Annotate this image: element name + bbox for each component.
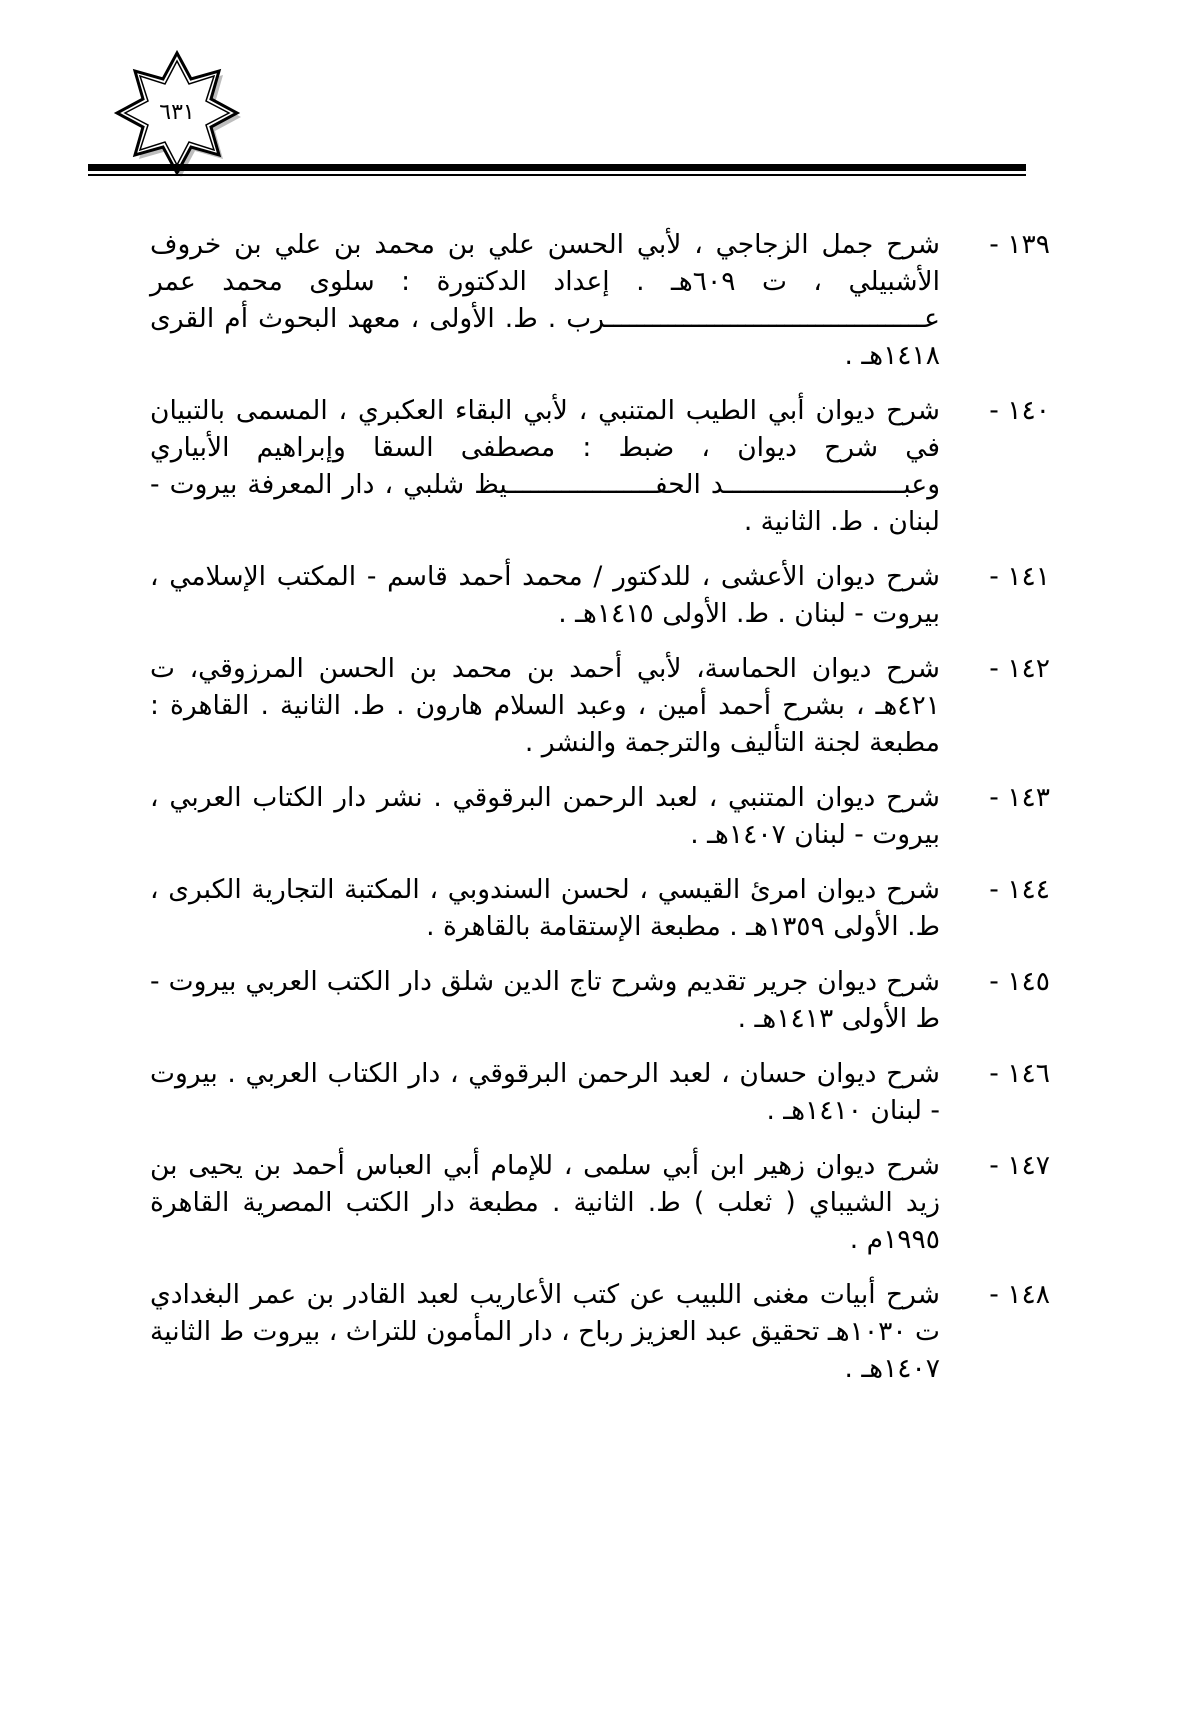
entry-number: ١٤٥ - bbox=[989, 966, 1050, 997]
bibliography-entry bbox=[150, 871, 1050, 945]
entry-number: ١٤٨ - bbox=[989, 1279, 1050, 1310]
bibliography-entry bbox=[150, 1055, 1050, 1129]
entry-text: شرح ديوان أبي الطيب المتنبي ، لأبي البقاء العكبري ، المسمى بالتبيان في شرح ديوان ، ضبط : مصطفى السقا وإبراهيم الأبياري وعبـــــــــــــــــــــــد الحفـــــــــــــــــــيظ شلبي ، دار المعرفة بيروت - لبنان . ط. الثانية . bbox=[150, 395, 940, 537]
entry-text: شرح أبيات مغنى اللبيب عن كتب الأعاريب لعبد القادر بن عمر البغدادي ت ١٠٣٠هـ تحقيق عبد العزيز رباح ، دار المأمون للتراث ، بيروت ط الثانية ١٤٠٧هـ . bbox=[150, 1279, 940, 1384]
entry-text: شرح ديوان الحماسة، لأبي أحمد بن محمد بن الحسن المرزوقي، ت ٤٢١هـ ، بشرح أحمد أمين ، وعبد السلام هارون . ط. الثانية . القاهرة : مطبعة لجنة التأليف والترجمة والنشر . bbox=[150, 653, 940, 758]
header-rule-thick bbox=[88, 164, 1026, 171]
entry-number: ١٤١ - bbox=[989, 561, 1050, 592]
entry-text: شرح ديوان امرئ القيسي ، لحسن السندوبي ، المكتبة التجارية الكبرى ، ط. الأولى ١٣٥٩هـ . مطبعة الإستقامة بالقاهرة . bbox=[150, 874, 940, 942]
entry-number: ١٤٠ - bbox=[989, 395, 1050, 426]
entry-text: شرح ديوان جرير تقديم وشرح تاج الدين شلق دار الكتب العربي بيروت - ط الأولى ١٤١٣هـ . bbox=[150, 966, 940, 1034]
page-number: ٦٣١ bbox=[159, 100, 195, 125]
bibliography-entry bbox=[150, 1147, 1050, 1258]
entry-text: شرح جمل الزجاجي ، لأبي الحسن علي بن محمد بن علي بن خروف الأشبيلي ، ت ٦٠٩هـ . إعداد الدكتورة : سلوى محمد عمر عـــــــــــــــــــــــــــــــــــــــــرب . ط. الأولى ، معهد البحوث أم القرى ١٤١٨هـ . bbox=[150, 229, 941, 371]
page-header bbox=[0, 0, 1204, 180]
entry-text: شرح ديوان الأعشى ، للدكتور / محمد أحمد قاسم - المكتب الإسلامي ، بيروت - لبنان . ط. الأولى ١٤١٥هـ . bbox=[150, 561, 940, 629]
bibliography-entry bbox=[150, 1276, 1050, 1387]
entry-number: ١٤٧ - bbox=[989, 1150, 1050, 1181]
entry-number: ١٤٢ - bbox=[989, 653, 1050, 684]
entry-number: ١٤٦ - bbox=[989, 1058, 1050, 1089]
bibliography-list bbox=[150, 226, 1050, 1405]
bibliography-entry bbox=[150, 392, 1050, 540]
entry-text: شرح ديوان حسان ، لعبد الرحمن البرقوقي ، دار الكتاب العربي . بيروت - لبنان ١٤١٠هـ . bbox=[150, 1058, 940, 1126]
page-number-badge bbox=[108, 44, 246, 182]
bibliography-entry bbox=[150, 226, 1050, 374]
entry-number: ١٤٣ - bbox=[989, 782, 1050, 813]
bibliography-entry bbox=[150, 558, 1050, 632]
entry-number: ١٣٩ - bbox=[989, 229, 1050, 260]
bibliography-entry bbox=[150, 963, 1050, 1037]
entry-number: ١٤٤ - bbox=[989, 874, 1050, 905]
entry-text: شرح ديوان المتنبي ، لعبد الرحمن البرقوقي . نشر دار الكتاب العربي ، بيروت - لبنان ١٤٠٧هـ . bbox=[150, 782, 940, 850]
entry-text: شرح ديوان زهير ابن أبي سلمى ، للإمام أبي العباس أحمد بن يحيى بن زيد الشيباي ( ثعلب ) ط. الثانية . مطبعة دار الكتب المصرية القاهرة ١٩٩٥م . bbox=[150, 1150, 940, 1255]
header-rule-thin bbox=[88, 174, 1026, 176]
bibliography-entry bbox=[150, 779, 1050, 853]
bibliography-entry bbox=[150, 650, 1050, 761]
